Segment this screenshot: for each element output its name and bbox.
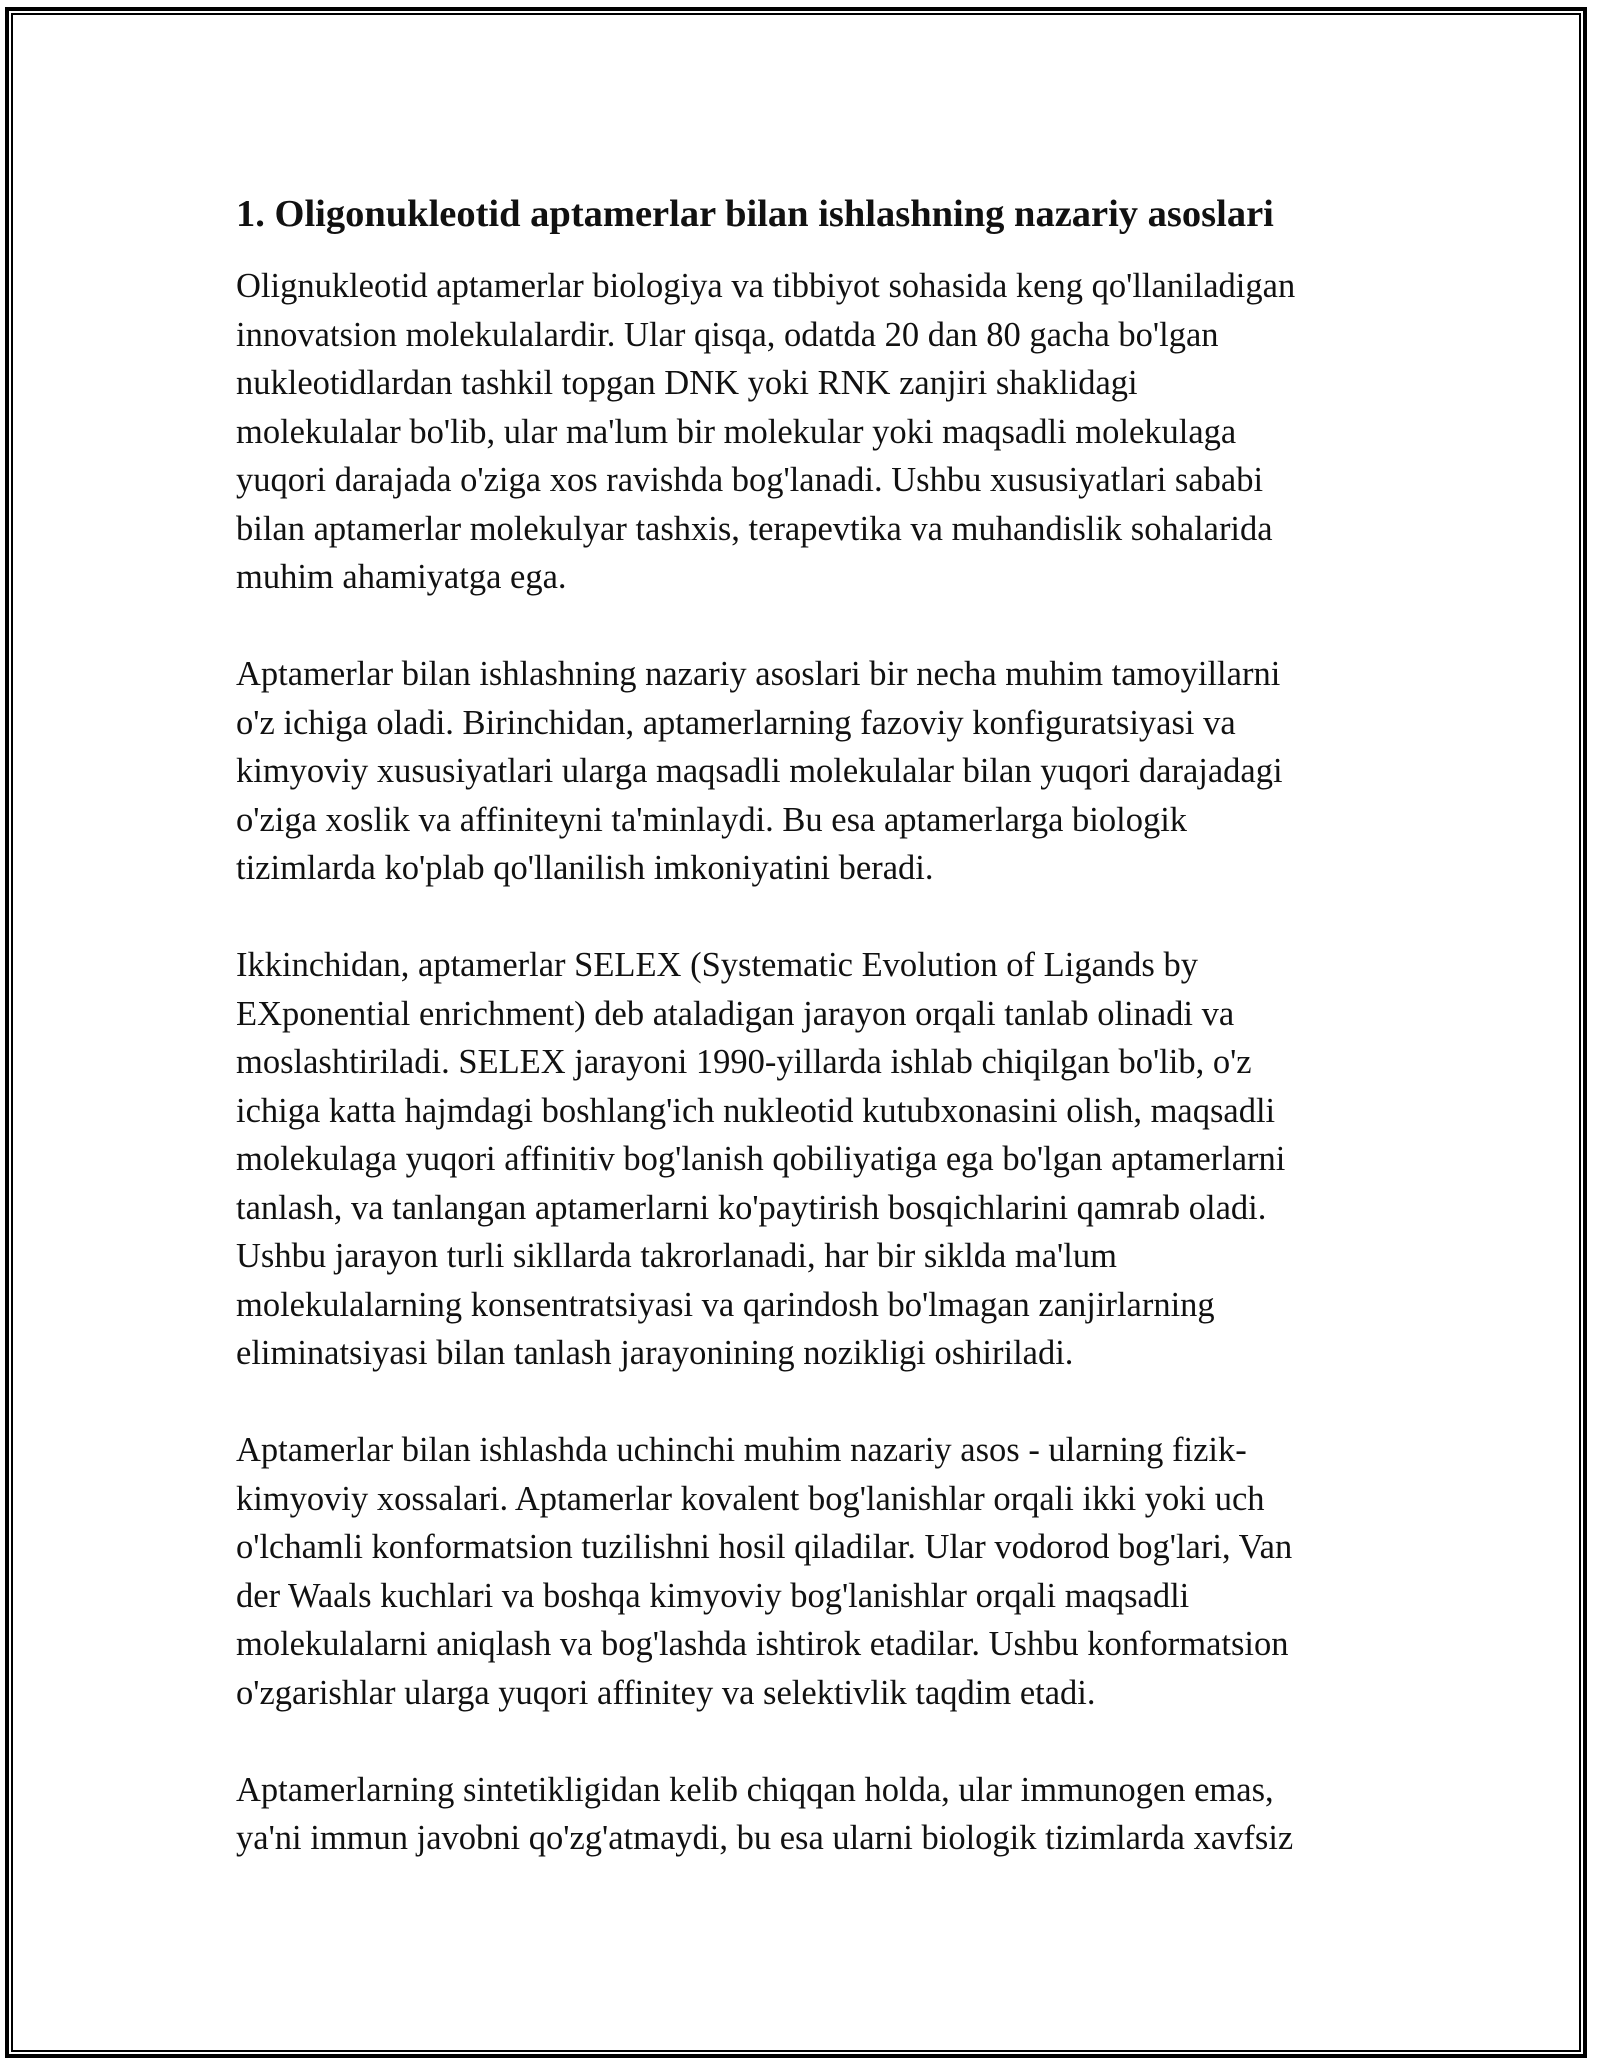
paragraph-line: o'z ichiga oladi. Birinchidan, aptamerlarning fazoviy konfiguratsiyasi va (236, 703, 1236, 742)
paragraph-line: molekulalar bo'lib, ular ma'lum bir molekular yoki maqsadli molekulaga (236, 412, 1237, 451)
paragraph-line: molekulalarni aniqlash va bog'lashda ishtirok etadilar. Ushbu konformatsion (236, 1625, 1289, 1663)
paragraph-line: Ushbu jarayon turli sikllarda takrorlanadi, har bir siklda ma'lum (236, 1237, 1117, 1275)
paragraph-line: tanlash, va tanlangan aptamerlarni ko'paytirish bosqichlarini qamrab oladi. (236, 1188, 1267, 1227)
paragraph-line: eliminatsiyasi bilan tanlash jarayonining nozikligi oshiriladi. (236, 1334, 1074, 1372)
section-heading: 1. Oligonukleotid aptamerlar bilan ishlashning nazariy asoslari (236, 193, 1274, 235)
paragraph-line: innovatsion molekulalardir. Ular qisqa, odatda 20 dan 80 gacha bo'lgan (236, 315, 1219, 354)
paragraph-line: moslashtiriladi. SELEX jarayoni 1990-yillarda ishlab chiqilgan bo'lib, o'z (236, 1043, 1252, 1081)
document-body (236, 188, 1371, 1911)
paragraph-line: ichiga katta hajmdagi boshlang'ich nukleotid kutubxonasini olish, maqsadli (236, 1091, 1276, 1130)
paragraph-line: EXponential enrichment) deb ataladigan jarayon orqali tanlab olinadi va (236, 994, 1235, 1033)
paragraph-line: Aptamerlar bilan ishlashning nazariy asoslari bir necha muhim tamoyillarni (236, 655, 1281, 693)
paragraph-line: tizimlarda ko'plab qo'llanilish imkoniyatini beradi. (236, 849, 934, 887)
paragraph-line: Aptamerlarning sintetikligidan kelib chiqqan holda, ular immunogen emas, (236, 1770, 1274, 1809)
paragraph-2 (236, 650, 1371, 893)
paragraph-line: molekulalarning konsentratsiyasi va qarindosh bo'lmagan zanjirlarning (236, 1285, 1215, 1324)
paragraph-5 (236, 1766, 1371, 1863)
paragraph-line: bilan aptamerlar molekulyar tashxis, terapevtika va muhandislik sohalarida (236, 509, 1273, 548)
paragraph-line: Aptamerlar bilan ishlashda uchinchi muhim nazariy asos - ularning fizik- (236, 1431, 1247, 1469)
paragraph-line: kimyoviy xususiyatlari ularga maqsadli molekulalar bilan yuqori darajadagi (236, 752, 1283, 790)
paragraph-line: Olignukleotid aptamerlar biologiya va tibbiyot sohasida keng qo'llaniladigan (236, 267, 1296, 305)
paragraph-line: muhim ahamiyatga ega. (236, 558, 567, 596)
paragraph-line: der Waals kuchlari va boshqa kimyoviy bog'lanishlar orqali maqsadli (236, 1576, 1190, 1615)
paragraph-line: kimyoviy xossalari. Aptamerlar kovalent bog'lanishlar orqali ikki yoki uch (236, 1479, 1265, 1518)
paragraph-1 (236, 262, 1371, 602)
paragraph-line: nukleotidlardan tashkil topgan DNK yoki RNK zanjiri shaklidagi (236, 364, 1138, 402)
paragraph-4 (236, 1426, 1371, 1717)
paragraph-line: yuqori darajada o'ziga xos ravishda bog'lanadi. Ushbu xususiyatlari sababi (236, 461, 1264, 499)
paragraph-line: o'zgarishlar ularga yuqori affinitey va selektivlik taqdim etadi. (236, 1673, 1096, 1712)
paragraph-line: molekulaga yuqori affinitiv bog'lanish qobiliyatiga ega bo'lgan aptamerlarni (236, 1140, 1286, 1178)
paragraph-line: Ikkinchidan, aptamerlar SELEX (Systematic Evolution of Ligands by (236, 946, 1198, 984)
paragraph-line: o'ziga xoslik va affiniteyni ta'minlaydi. Bu esa aptamerlarga biologik (236, 800, 1188, 839)
paragraph-3 (236, 941, 1371, 1378)
paragraph-line: o'lchamli konformatsion tuzilishni hosil qiladilar. Ular vodorod bog'lari, Van (236, 1528, 1293, 1566)
paragraph-line: ya'ni immun javobni qo'zg'atmaydi, bu esa ularni biologik tizimlarda xavfsiz (236, 1819, 1294, 1857)
